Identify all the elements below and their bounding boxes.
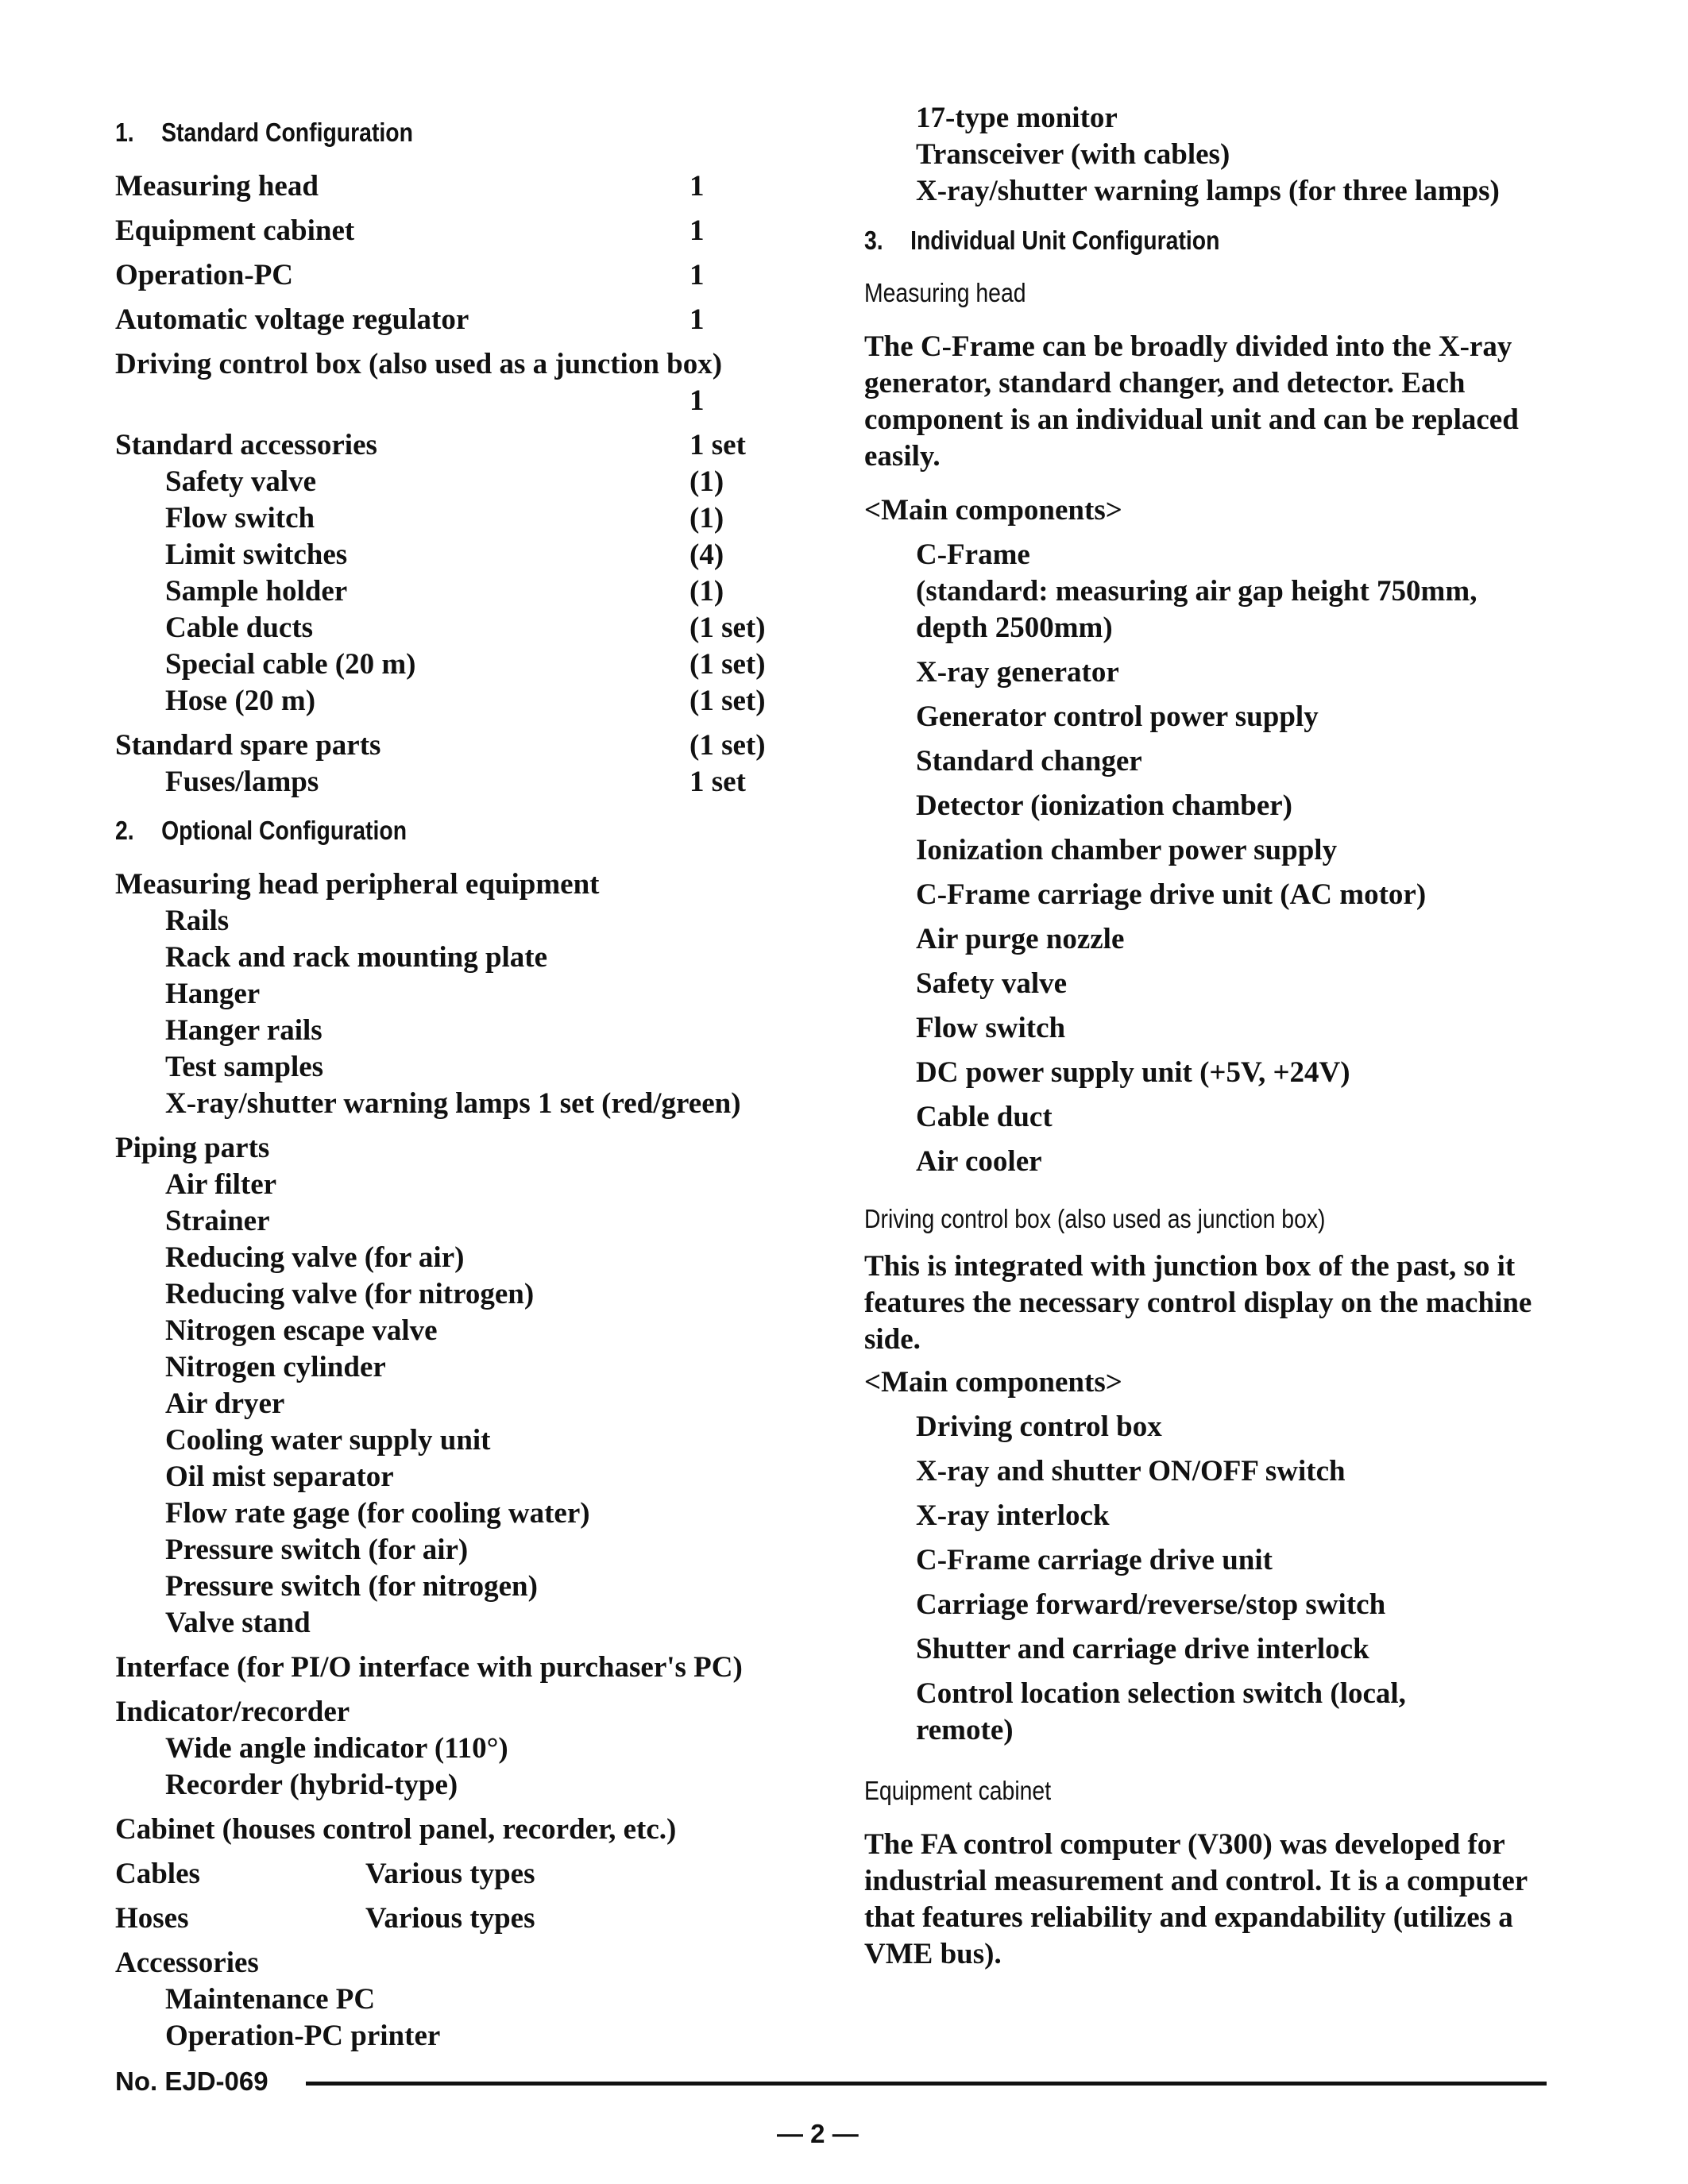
paragraph: The C-Frame can be broadly divided into the X-ray generator, standard changer, and detector. Each component is an individual unit and can be replaced easily. <box>864 330 1519 473</box>
paragraph: This is integrated with junction box of the past, so it features the necessary control display on the machine side. <box>864 1250 1532 1356</box>
sub-item: Special cable (20 m) <box>165 648 416 681</box>
subsection-title: Measuring head <box>864 278 1026 307</box>
sub-item: Air filter <box>165 1168 277 1201</box>
list-item: Measuring head <box>115 170 319 203</box>
sub-item: Carriage forward/reverse/stop switch <box>916 1588 1386 1621</box>
sub-item: Air dryer <box>165 1387 285 1420</box>
list-item: Driving control box (also used as a junction box) <box>115 348 723 380</box>
quantity: (1 set) <box>689 685 766 717</box>
sub-item: C-Frame carriage drive unit (AC motor) <box>916 878 1427 911</box>
section-number: 1. <box>115 118 134 147</box>
sub-item: Oil mist separator <box>165 1461 394 1493</box>
quantity: (1) <box>689 465 724 498</box>
sub-item: Cooling water supply unit <box>165 1424 491 1457</box>
sub-item: Test samples <box>165 1051 324 1083</box>
sub-item: Sample holder <box>165 575 348 608</box>
sub-item: Nitrogen cylinder <box>165 1351 386 1383</box>
list-item: Standard spare parts <box>115 729 381 762</box>
sub-item: Air purge nozzle <box>916 923 1125 955</box>
sub-item: Fuses/lamps <box>165 766 319 798</box>
quantity: (1) <box>689 502 724 534</box>
list-item: Operation-PC <box>115 259 294 291</box>
quantity: 1 <box>689 259 705 291</box>
sub-item: Flow switch <box>165 502 315 534</box>
group-title: Indicator/recorder <box>115 1696 350 1728</box>
sub-item-note: (standard: measuring air gap height 750mm, depth 2500mm) <box>916 575 1477 644</box>
item-value: Various types <box>365 1902 535 1935</box>
sub-item: C-Frame carriage drive unit <box>916 1544 1273 1576</box>
sub-item: Recorder (hybrid-type) <box>165 1769 458 1801</box>
footer-rule <box>306 2082 1547 2086</box>
sub-item: Generator control power supply <box>916 700 1319 733</box>
quantity: (1 set) <box>689 729 766 762</box>
page-number: — 2 — <box>777 2119 859 2148</box>
section-title: Standard Configuration <box>161 118 413 147</box>
list-item: Equipment cabinet <box>115 214 355 247</box>
sub-item: Safety valve <box>916 967 1068 1000</box>
group-title: Piping parts <box>115 1132 270 1164</box>
main-components-label: <Main components> <box>864 1366 1122 1399</box>
sub-item: Valve stand <box>165 1607 311 1639</box>
sub-item: Limit switches <box>165 538 348 571</box>
group-title: Measuring head peripheral equipment <box>115 868 600 901</box>
list-item: Cabinet (houses control panel, recorder, etc.) <box>115 1813 677 1846</box>
quantity: 1 <box>689 303 705 336</box>
sub-item: Hanger rails <box>165 1014 323 1047</box>
group-title: Accessories <box>115 1947 259 1979</box>
sub-item: Hose (20 m) <box>165 685 316 717</box>
list-item: Hoses <box>115 1902 189 1935</box>
sub-item: Nitrogen escape valve <box>165 1314 438 1347</box>
quantity: (1 set) <box>689 612 766 644</box>
quantity: (1 set) <box>689 648 766 681</box>
sub-item: X-ray/shutter warning lamps 1 set (red/green) <box>165 1087 741 1120</box>
sub-item: Detector (ionization chamber) <box>916 789 1293 822</box>
sub-item: Driving control box <box>916 1410 1162 1443</box>
sub-item: Cable ducts <box>165 612 314 644</box>
sub-item: Transceiver (with cables) <box>916 138 1230 171</box>
sub-item: Maintenance PC <box>165 1983 376 2016</box>
section-2-heading <box>115 816 407 846</box>
subsection-title: Driving control box (also used as junction box) <box>864 1204 1326 1233</box>
sub-item: DC power supply unit (+5V, +24V) <box>916 1056 1350 1089</box>
sub-item: Wide angle indicator (110°) <box>165 1732 508 1765</box>
main-components-label: <Main components> <box>864 494 1122 527</box>
quantity: 1 <box>689 384 705 417</box>
section-number: 2. <box>115 816 134 845</box>
item-value: Various types <box>365 1858 535 1890</box>
quantity: 1 set <box>689 766 746 798</box>
subsection-title: Equipment cabinet <box>864 1776 1052 1805</box>
sub-item: Hanger <box>165 978 261 1010</box>
sub-item: Pressure switch (for air) <box>165 1534 469 1566</box>
list-item: Standard accessories <box>115 429 377 461</box>
sub-item: Operation-PC printer <box>165 2020 441 2052</box>
list-item: Cables <box>115 1858 200 1890</box>
document-number: No. EJD-069 <box>115 2066 268 2096</box>
sub-item: Reducing valve (for nitrogen) <box>165 1278 535 1310</box>
sub-item: Ionization chamber power supply <box>916 834 1338 866</box>
list-item: Interface (for PI/O interface with purchaser's PC) <box>115 1651 743 1684</box>
sub-item: Shutter and carriage drive interlock <box>916 1633 1369 1665</box>
list-item: Automatic voltage regulator <box>115 303 469 336</box>
sub-item: X-ray interlock <box>916 1499 1110 1532</box>
quantity: 1 set <box>689 429 746 461</box>
sub-item: Pressure switch (for nitrogen) <box>165 1570 538 1603</box>
section-1-heading <box>115 118 413 148</box>
sub-item: X-ray generator <box>916 656 1119 689</box>
quantity: (1) <box>689 575 724 608</box>
sub-item: X-ray/shutter warning lamps (for three lamps) <box>916 175 1500 207</box>
sub-item: Flow switch <box>916 1012 1066 1044</box>
sub-item: Strainer <box>165 1205 270 1237</box>
sub-item: Flow rate gage (for cooling water) <box>165 1497 590 1530</box>
quantity: 1 <box>689 214 705 247</box>
sub-item: Safety valve <box>165 465 317 498</box>
section-3-heading <box>864 226 1219 256</box>
sub-item: Cable duct <box>916 1101 1053 1133</box>
sub-item: 17-type monitor <box>916 102 1118 134</box>
quantity: 1 <box>689 170 705 203</box>
sub-item: Rack and rack mounting plate <box>165 941 548 974</box>
sub-item: Reducing valve (for air) <box>165 1241 465 1274</box>
sub-item: X-ray and shutter ON/OFF switch <box>916 1455 1346 1488</box>
paragraph: The FA control computer (V300) was developed for industrial measurement and control. It is a computer that features reliability and expandability (utilizes a VME bus). <box>864 1828 1528 1970</box>
section-number: 3. <box>864 226 883 255</box>
quantity: (4) <box>689 538 724 571</box>
sub-item: Rails <box>165 905 230 937</box>
section-title: Optional Configuration <box>161 816 408 845</box>
sub-item: Control location selection switch (local, remote) <box>916 1677 1406 1746</box>
section-title: Individual Unit Configuration <box>910 226 1220 255</box>
sub-item: C-Frame <box>916 538 1030 571</box>
sub-item: Standard changer <box>916 745 1142 778</box>
sub-item: Air cooler <box>916 1145 1042 1178</box>
